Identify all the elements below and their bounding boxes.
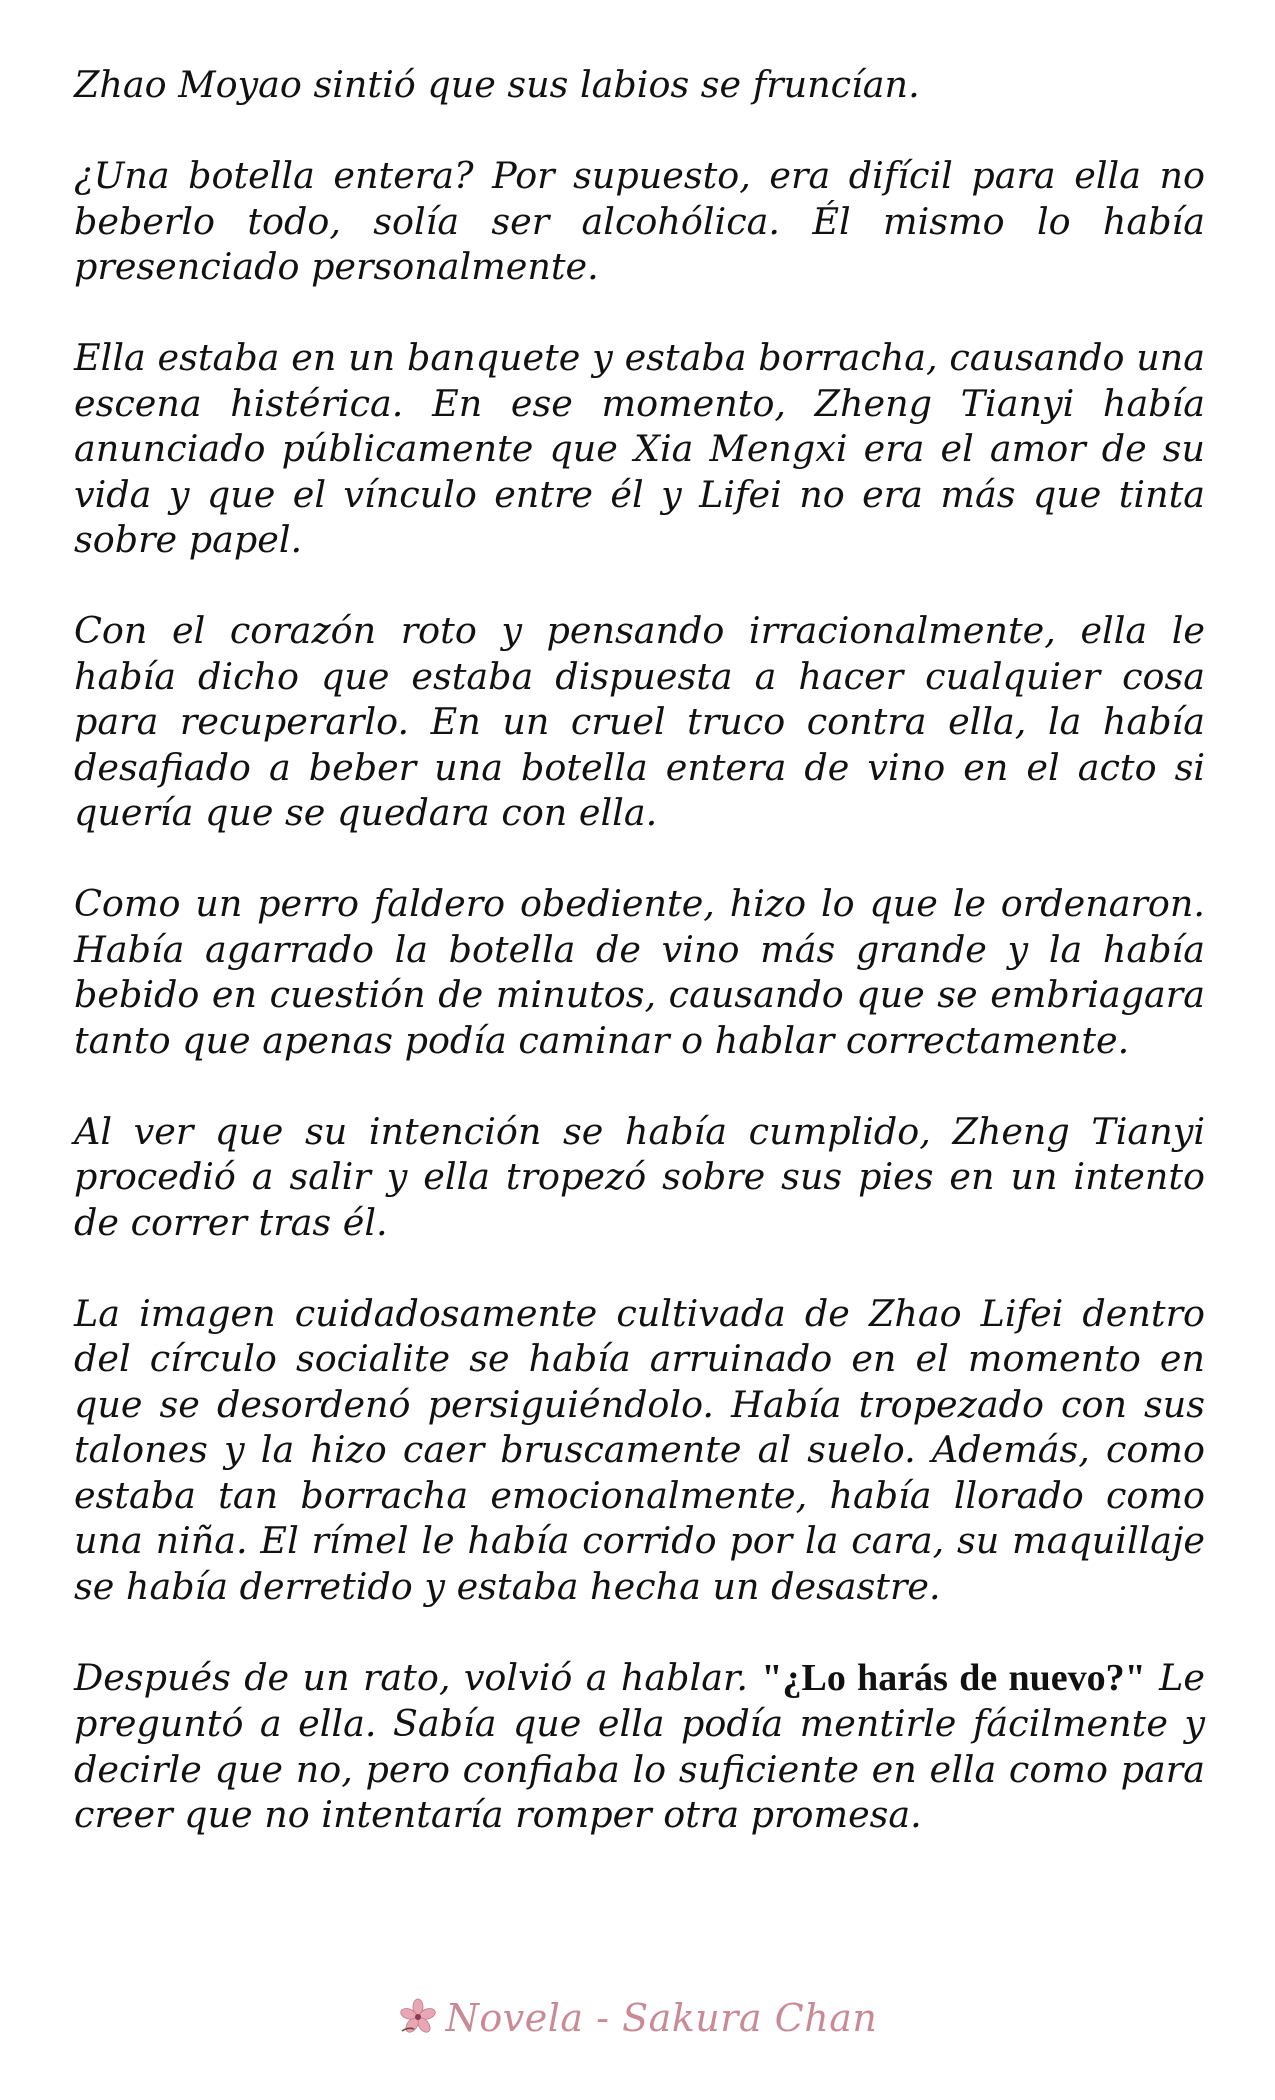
paragraph-1: Zhao Moyao sintió que sus labios se fruncían. <box>74 63 920 106</box>
paragraph-8-rest: Le preguntó a ella. Sabía que ella podía mentirle fácilmente y decirle que no, pero confiaba lo suficiente en ella como para creer que no intentaría romper otra promesa. <box>74 1655 1205 1836</box>
paragraph-4: Con el corazón roto y pensando irracionalmente, ella le había dicho que estaba dispuesta a hacer cualquier cosa para recuperarlo. En un cruel truco contra ella, la había desafiado a beber una botella entera de vino en el acto si quería que se quedara con ella. <box>74 609 1205 834</box>
paragraph-6: Al ver que su intención se había cumplido, Zheng Tianyi procedió a salir y ella tropezó sobre sus pies en un intento de correr tras él. <box>74 1109 1205 1244</box>
paragraph-3: Ella estaba en un banquete y estaba borracha, causando una escena histérica. En ese momento, Zheng Tianyi había anunciado públicamente que Xia Mengxi era el amor de su vida y que el vínculo entre él y Lifei no era más que tinta sobre papel. <box>74 336 1205 561</box>
watermark <box>0 1994 1275 2042</box>
paragraph-5: Como un perro faldero obediente, hizo lo que le ordenaron. Había agarrado la botella de vino más grande y la había bebido en cuestión de minutos, causando que se embriagara tanto que apenas podía caminar o hablar correctamente. <box>74 882 1205 1062</box>
paragraph-8 <box>74 1655 1205 1838</box>
watermark-text: Novela - Sakura Chan <box>445 1996 878 2040</box>
paragraph-7: La imagen cuidadosamente cultivada de Zhao Lifei dentro del círculo socialite se había arruinado en el momento en que se desordenó persiguiéndolo. Había tropezado con sus talones y la hizo caer bruscamente al suelo. Además, como estaba tan borracha emocionalmente, había llorado como una niña. El rímel le había corrido por la cara, su maquillaje se había derretido y estaba hecha un desastre. <box>74 1291 1205 1608</box>
sakura-flower-icon <box>398 1997 438 2037</box>
document-body <box>74 62 1205 1838</box>
paragraph-8-intro: Después de un rato, volvió a hablar. <box>74 1655 762 1699</box>
paragraph-2: ¿Una botella entera? Por supuesto, era difícil para ella no beberlo todo, solía ser alcohólica. Él mismo lo había presenciado personalmente. <box>74 154 1205 288</box>
dialogue-quote: "¿Lo harás de nuevo?" <box>761 1656 1146 1699</box>
